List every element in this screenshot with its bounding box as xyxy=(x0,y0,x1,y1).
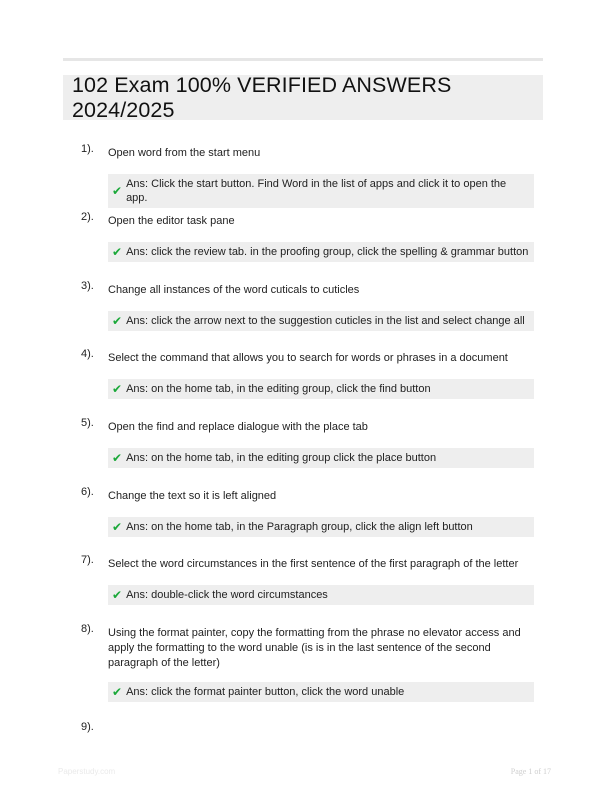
check-icon: ✔ xyxy=(112,588,123,602)
title-banner xyxy=(63,72,543,122)
answer-text: Ans: click the review tab. in the proofing group, click the spelling & grammar button xyxy=(126,246,529,258)
check-icon: ✔ xyxy=(112,685,123,699)
answer-text: Ans: click the arrow next to the suggestion cuticles in the list and select change all xyxy=(126,315,525,327)
question-text: Open the find and replace dialogue with the place tab xyxy=(108,421,368,433)
answer-box xyxy=(108,174,534,208)
qa-item-7 xyxy=(81,554,541,605)
answer-box xyxy=(108,311,534,331)
question-text: Select the command that allows you to search for words or phrases in a document xyxy=(108,352,508,364)
answer-text: Ans: double-click the word circumstances xyxy=(126,589,328,601)
question-number: 7). xyxy=(81,554,94,566)
document-title: 102 Exam 100% VERIFIED ANSWERS 2024/2025 xyxy=(72,72,452,122)
answer-text: Ans: click the format painter button, click the word unable xyxy=(126,686,405,698)
page-number: Page 1 of 17 xyxy=(510,767,551,776)
check-icon: ✔ xyxy=(112,314,123,328)
question-number: 5). xyxy=(81,417,94,429)
check-icon: ✔ xyxy=(112,382,123,396)
check-icon: ✔ xyxy=(112,520,123,534)
question-text: Select the word circumstances in the first sentence of the first paragraph of the letter xyxy=(108,558,519,570)
check-icon: ✔ xyxy=(112,245,123,259)
question-text: Open the editor task pane xyxy=(108,215,235,227)
qa-item-3 xyxy=(81,280,541,331)
footer-site: Paperstudy.com xyxy=(58,767,116,776)
qa-item-5 xyxy=(81,417,541,468)
question-number: 4). xyxy=(81,348,94,360)
question-text: Change the text so it is left aligned xyxy=(108,490,277,502)
top-rule xyxy=(63,58,543,61)
answer-box xyxy=(108,585,534,605)
answer-text: Ans: on the home tab, in the Paragraph group, click the align left button xyxy=(126,521,473,533)
qa-item-4 xyxy=(81,348,541,399)
answer-box xyxy=(108,242,534,262)
question-number: 8). xyxy=(81,623,94,635)
qa-item-9 xyxy=(81,721,541,735)
answer-box xyxy=(108,379,534,399)
question-number: 6). xyxy=(81,486,94,498)
qa-item-1 xyxy=(81,143,541,208)
qa-item-8 xyxy=(81,623,541,702)
answer-box xyxy=(108,517,534,537)
question-number: 3). xyxy=(81,280,94,292)
question-text: Using the format painter, copy the formatting from the phrase no elevator access and apply the formatting to the word unable (is is in the last sentence of the second paragraph of the letter) xyxy=(108,627,521,669)
answer-text: Ans: Click the start button. Find Word in the list of apps and click it to open the app. xyxy=(126,178,507,204)
check-icon: ✔ xyxy=(112,451,123,465)
answer-box xyxy=(108,682,534,702)
answer-text: Ans: on the home tab, in the editing group, click the find button xyxy=(126,383,431,395)
check-icon: ✔ xyxy=(112,184,123,198)
qa-item-6 xyxy=(81,486,541,537)
answer-text: Ans: on the home tab, in the editing group click the place button xyxy=(126,452,437,464)
question-text: Change all instances of the word cuticals to cuticles xyxy=(108,284,360,296)
qa-item-2 xyxy=(81,211,541,262)
answer-box xyxy=(108,448,534,468)
question-number: 9). xyxy=(81,721,94,733)
question-number: 1). xyxy=(81,143,94,155)
question-number: 2). xyxy=(81,211,94,223)
question-text: Open word from the start menu xyxy=(108,147,261,159)
